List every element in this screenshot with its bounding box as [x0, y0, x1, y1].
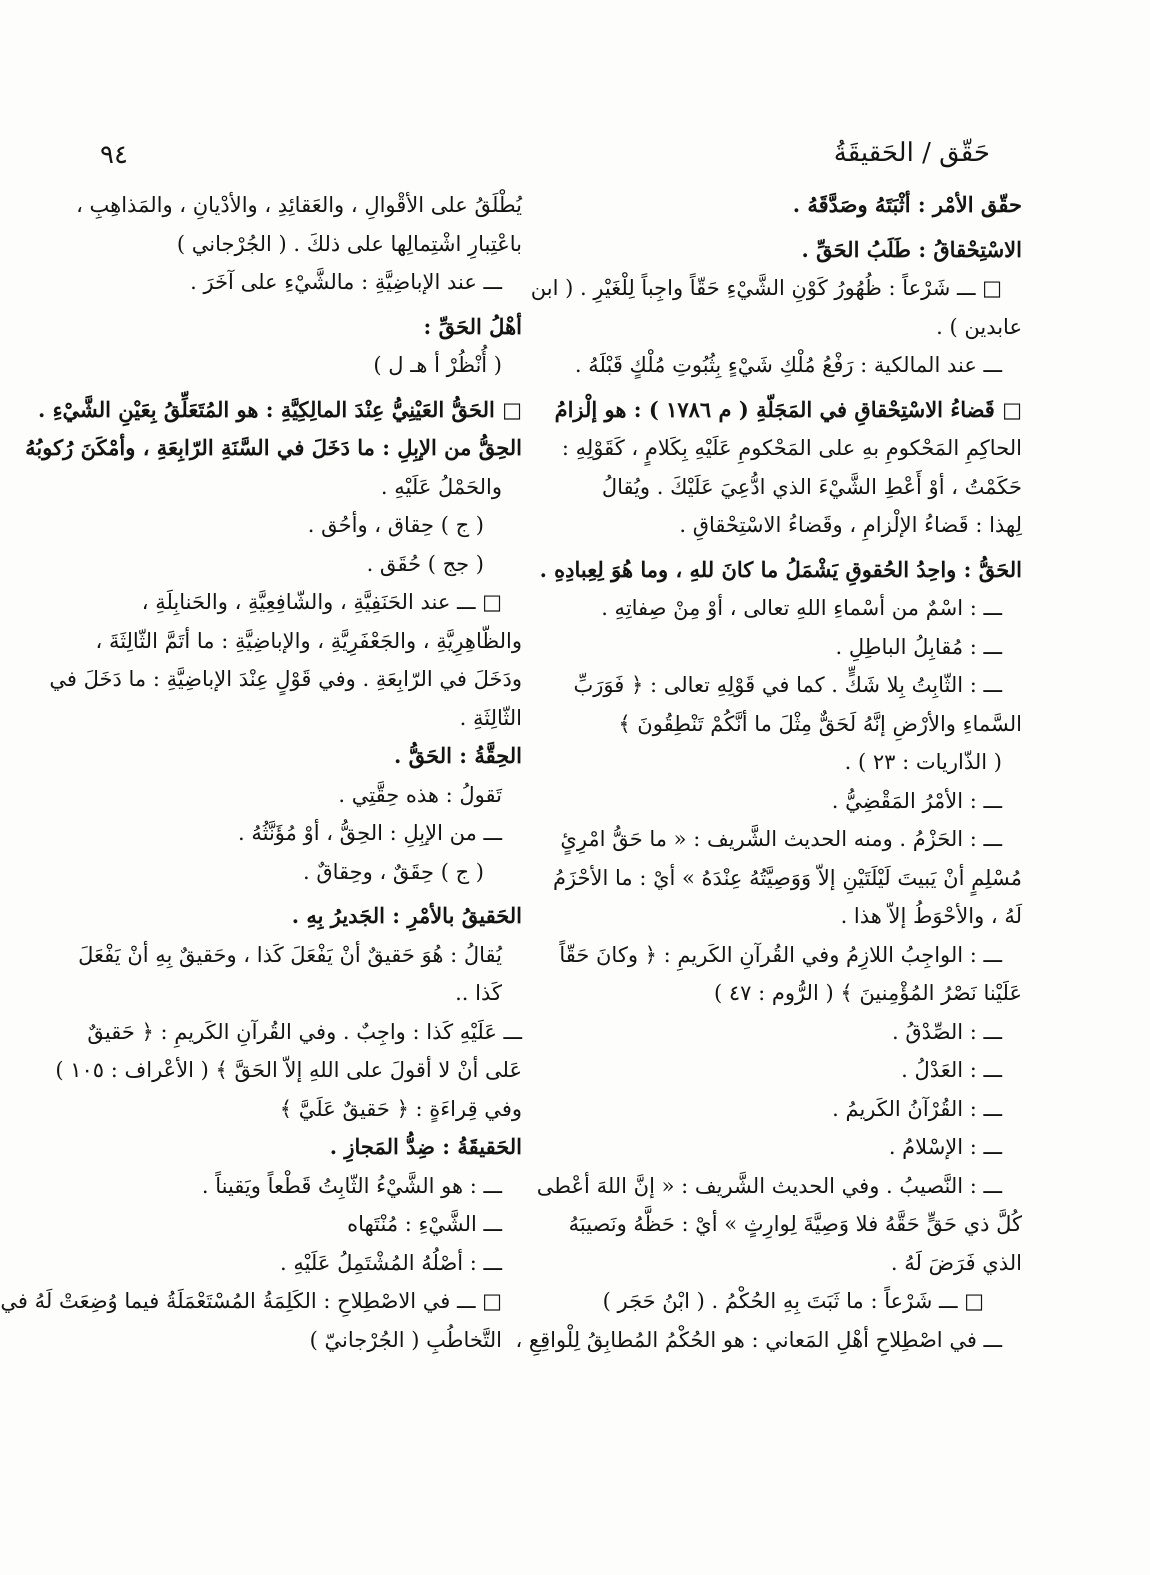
entry-line: ـــ الشَّيْءِ : مُنْتَهاه — [347, 1212, 502, 1236]
entry-line: ـــ : الإسْلامُ . — [888, 1135, 1002, 1159]
page-number: ٩٤ — [100, 140, 128, 170]
entry-line: ـــ عَلَيْهِ كَذا : واجِبٌ . وفي القُرآنِ الكَريمِ : ﴿ حَقيقٌ — [87, 1019, 522, 1044]
entry-line: ـــ : الأمْرُ المَقْضِيُّ . — [831, 788, 1002, 813]
entry-line: السَّماءِ والأرْضِ إنَّهُ لَحَقٌّ مِثْلَ ما أنَّكُمْ تَنْطِقُونَ ﴾ — [618, 711, 1022, 736]
entry-headline: أهْلُ الحَقِّ : — [423, 313, 522, 339]
entry-headline: حقّق الأمْر : أثْبَتَهُ وصَدَّقَهُ . — [792, 192, 1022, 217]
entry-headline: الحَقُّ : واحِدُ الحُقوقِ يَشْمَلُ ما كانَ للهِ ، وما هُوَ لِعِبادِهِ . — [539, 556, 1022, 582]
entry-headline: الحِقُّ من الإبِلِ : ما دَخَلَ في السَّنَةِ الرّابِعَةِ ، وأمْكَنَ رُكوبُهُ — [25, 435, 522, 460]
entry-line: عَلى أنْ لا أقولَ على اللهِ إلاّ الحَقَّ ﴾ ( الأعْراف : ١٠٥ ) — [55, 1058, 522, 1082]
entry-line: ( جج ) حُقَق . — [366, 551, 484, 576]
entry-line: والظّاهِرِيَّةِ ، والجَعْفَرِيَّةِ ، والإباضِيَّةِ : ما أتَمَّ الثّالِثَةَ ، — [95, 628, 522, 653]
entry-line: لَهُ ، والأحْوَطُ إلاّ هذا . — [840, 904, 1022, 928]
entry-headline: الاسْتِحْقاقُ : طَلَبُ الحَقِّ . — [801, 236, 1022, 262]
right-column — [515, 186, 1022, 1359]
entry-line: حَكَمْتُ ، أوْ أَعْطِ الشَّيْءَ الذي ادُّعِيَ عَلَيْكَ . ويُقالُ — [601, 474, 1022, 499]
entry-headline: الحِقَّةُ : الحَقُّ . — [394, 743, 522, 768]
entry-headline: الحَقيقُ بالأمْرِ : الجَديرُ بِهِ . — [291, 903, 522, 928]
entry-line: لِهذا : قَضاءُ الإلْزامِ ، وقَضاءُ الاسْتِحْقاقِ . — [679, 513, 1022, 537]
entry-line: عَلَيْنا نَصْرُ المُؤْمِنينَ ﴾ ( الرُّوم : ٤٧ ) — [713, 981, 1022, 1005]
entry-line: ـــ : الصِّدْقُ . — [892, 1019, 1002, 1044]
entry-line: التَّخاطُبِ ( الجُرْجانيّ ) — [309, 1327, 502, 1352]
entry-line: □ ـــ عند الحَنَفِيَّةِ ، والشّافِعِيَّةِ ، والحَنابِلَةِ ، — [141, 590, 502, 614]
entry-line: ـــ من الإبِلِ : الحِقُّ ، أوْ مُؤَنَّثُهُ . — [238, 821, 502, 845]
entry-line: الحاكِمِ المَحْكومِ بهِ على المَحْكومِ عَلَيْهِ بِكَلامٍ ، كَقَوْلِهِ : — [561, 436, 1022, 460]
entry-line: ـــ : مُقابِلُ الباطِلِ . — [835, 634, 1002, 659]
entry-line: ودَخَلَ في الرّابِعَةِ . وفي قَوْلٍ عِنْدَ الإباضِيَّةِ : ما دَخَلَ في — [49, 667, 522, 691]
entry-line: باعْتِبارِ اشْتِمالِها على ذلكَ . ( الجُرْجاني ) — [176, 231, 522, 256]
entry-headline: □ قَضاءُ الاسْتِحْقاقِ في المَجَلّةِ ( م ١٧٨٦ ) : هو إلْزامُ — [554, 396, 1022, 422]
entry-line: وفي قِراءَةٍ : ﴿ حَقيقٌ عَلَيَّ ﴾ — [279, 1096, 522, 1121]
entry-line: ـــ : الثّابِتُ بِلا شَكٍّ . كما في قَوْلِهِ تعالى : ﴿ فَوَرَبِّ — [573, 673, 1002, 697]
entry-line: تَقولُ : هذه حِقَّتِي . — [338, 782, 502, 807]
left-column — [0, 186, 522, 1359]
entry-line: كُلَّ ذي حَقٍّ حَقَّهُ فلا وَصِيَّةَ لِوارِثٍ » أيْ : حَظَّهُ ونَصيبَهُ — [568, 1212, 1022, 1236]
entry-line: مُسْلِمٍ أنْ يَبيتَ لَيْلَتَيْنِ إلاّ وَوَصِيَّتُهُ عِنْدَهُ » أيْ : ما الأحْزَمُ — [552, 865, 1022, 890]
entry-line: □ ـــ في الاصْطِلاحِ : الكَلِمَةُ المُسْتَعْمَلَةُ فيما وُضِعَتْ لَهُ في — [0, 1289, 502, 1313]
entry-headline: الحَقيقَةُ : ضِدُّ المَجازِ . — [329, 1134, 522, 1159]
entry-line: ـــ عند الإباضِيَّةِ : مالشَّيْءِ على آخَرَ . — [190, 270, 502, 294]
entry-headline: □ الحَقُّ العَيْنِيُّ عِنْدَ المالِكِيَّةِ : هو المُتَعَلِّقُ بِعَيْنِ الشَّيْءِ . — [38, 396, 522, 422]
running-head: حَقّق / الحَقيقَةُ — [833, 138, 990, 168]
entry-line: كَذا .. — [455, 981, 502, 1005]
entry-line: ـــ : اسْمٌ من أسْماءِ اللهِ تعالى ، أوْ مِنْ صِفاتِهِ . — [601, 596, 1002, 620]
entry-line: □ ـــ شَرْعاً : ظُهُورُ كَوْنِ الشَّيْءِ حَقّاً واجِباً لِلْغَيْرِ . ( ابن — [530, 276, 1002, 300]
entry-line: عابدين ) . — [936, 314, 1022, 339]
entry-line: □ ـــ شَرْعاً : ما ثَبَتَ بِهِ الحُكْمُ . ( ابْنُ حَجَر ) — [602, 1289, 984, 1313]
entry-line: يُطْلَقُ على الأقْوالِ ، والعَقائِدِ ، والأدْيانِ ، والمَذاهِبِ ، — [76, 193, 522, 217]
entry-line: ـــ : النَّصيبُ . وفي الحديث الشَّريف : « إنَّ اللهَ أعْطى — [536, 1173, 1002, 1198]
entry-line: ـــ في اصْطِلاحِ أهْلِ المَعاني : هو الحُكْمُ المُطابِقُ لِلْواقِعِ ، — [515, 1327, 1002, 1352]
entry-line: والحَمْلُ عَلَيْهِ . — [380, 474, 502, 499]
entry-line: ـــ : العَدْلُ . — [901, 1058, 1002, 1082]
entry-line: ( ج ) حِقَقٌ ، وحِقاقٌ . — [302, 859, 484, 884]
entry-line: ( ج ) حِقاق ، وأحُق . — [307, 513, 484, 537]
entry-line: ( الذّاريات : ٢٣ ) . — [844, 750, 1002, 774]
entry-line: ـــ : الحَزْمُ . ومنه الحديث الشَّريف : « ما حَقُّ امْرِئٍ — [560, 827, 1002, 851]
entry-line: ( أُنْظُرْ أ هـ ل ) — [373, 353, 502, 377]
entry-line: ـــ عند المالكية : رَفْعُ مُلْكِ شَيْءٍ بِثُبُوتِ مُلْكٍ قَبْلَهُ . — [574, 353, 1002, 377]
entry-line: ـــ : أصْلُهُ المُشْتَمِلُ عَلَيْهِ . — [279, 1250, 502, 1275]
entry-line: الثّالِثَةِ . — [459, 705, 522, 730]
entry-line: ـــ : القُرْآنُ الكَريمُ . — [832, 1096, 1002, 1121]
entry-line: ـــ : الواجِبُ اللازِمُ وفي القُرآنِ الكَريمِ : ﴿ وكانَ حَقّاً — [559, 942, 1002, 967]
entry-line: يُقالُ : هُوَ حَقيقٌ أنْ يَفْعَلَ كَذا ، وحَقيقٌ بِهِ أنْ يَفْعَلَ — [78, 942, 502, 967]
entry-line: الذي فَرَضَ لَهُ . — [890, 1250, 1022, 1275]
entry-line: ـــ : هو الشَّيْءُ الثّابِتُ قَطْعاً ويَقيناً . — [201, 1173, 502, 1198]
